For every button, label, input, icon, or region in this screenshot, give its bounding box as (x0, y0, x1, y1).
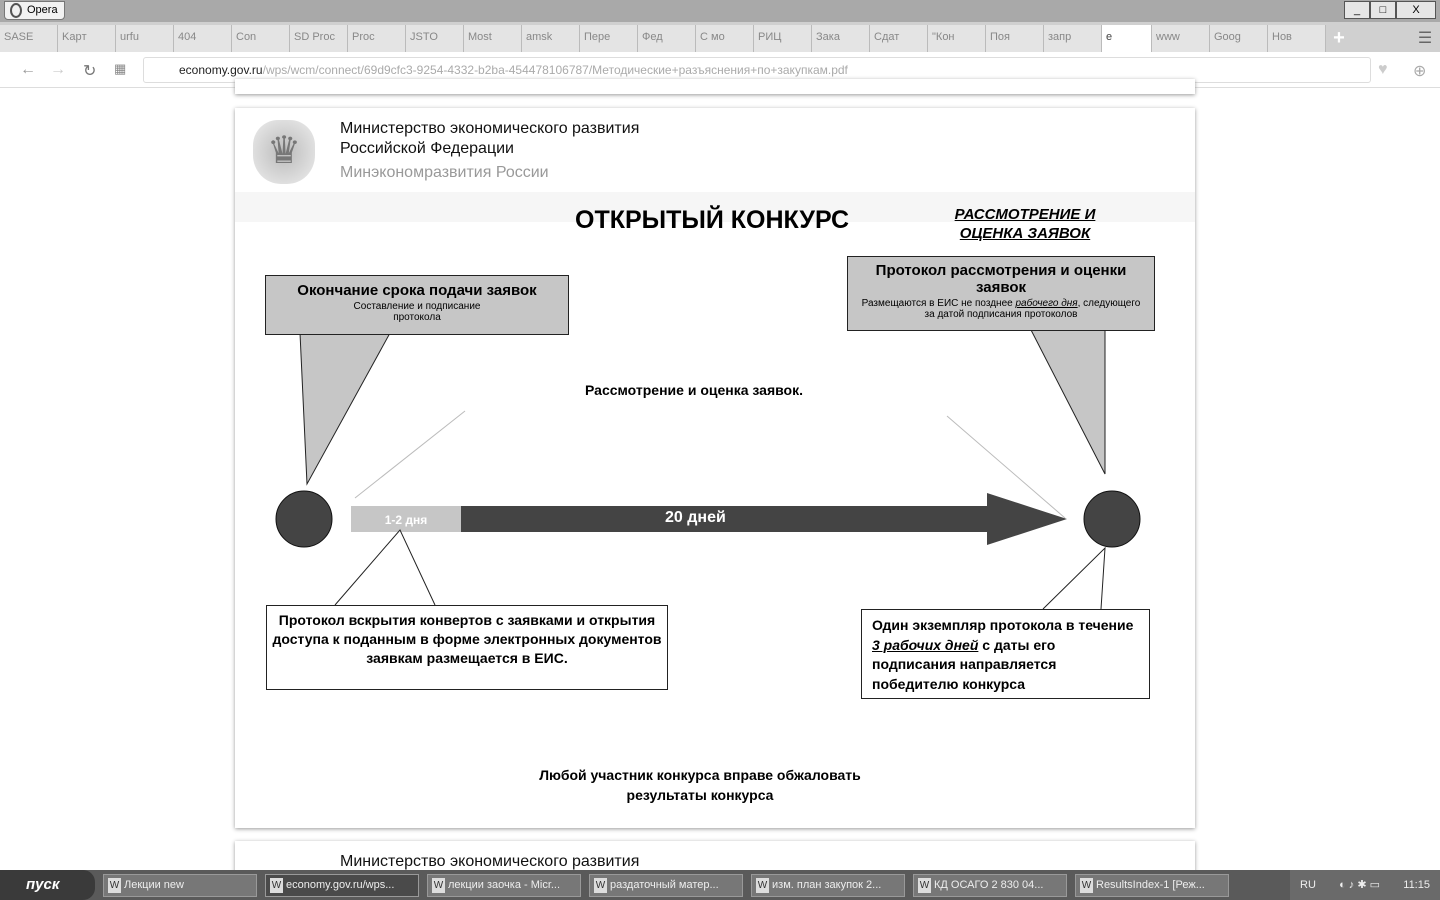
taskbar-item[interactable]: W Лекции new (103, 874, 257, 897)
diagram-shapes (235, 108, 1195, 828)
start-milestone (276, 491, 332, 547)
tab[interactable]: SD Proc (290, 25, 348, 52)
tab[interactable]: urfu (116, 25, 174, 52)
taskbar-item[interactable]: W изм. план закупок 2... (751, 874, 905, 897)
tab[interactable]: Нов (1268, 25, 1326, 52)
footer-note: Любой участник конкурса вправе обжаловать результаты конкурса (539, 767, 861, 803)
callout-left: Окончание срока подачи заявок Составление и подписание протокола (265, 275, 569, 335)
close-window-button[interactable]: X (1396, 1, 1436, 19)
tab[interactable]: Goog (1210, 25, 1268, 52)
tab[interactable]: www (1152, 25, 1210, 52)
middle-text: Рассмотрение и оценка заявок. (585, 382, 803, 398)
taskbar-item[interactable]: W раздаточный матер... (589, 874, 743, 897)
language-indicator[interactable]: RU (1300, 879, 1316, 891)
tab[interactable]: Con (232, 25, 290, 52)
start-button[interactable]: пуск (0, 870, 95, 900)
coat-of-arms-icon: ♛ (253, 120, 315, 184)
tab[interactable]: С мо (696, 25, 754, 52)
download-icon[interactable]: ⊕ (1413, 63, 1427, 80)
next-page: Министерство экономического развития (235, 841, 1195, 881)
tab[interactable]: Пере (580, 25, 638, 52)
taskbar-item[interactable]: W КД ОСАГО 2 830 04... (913, 874, 1067, 897)
end-milestone (1084, 491, 1140, 547)
previous-page (235, 79, 1195, 94)
callout-right-pointer (1030, 328, 1105, 474)
bottom-left-note: Протокол вскрытия конвертов с заявками и открытия доступа к поданным в форме электронных документов заявкам размещается в ЕИС. (266, 605, 668, 690)
taskbar (0, 870, 1440, 900)
tab[interactable]: amsk (522, 25, 580, 52)
speed-dial-icon[interactable]: ▦ (114, 61, 127, 76)
pdf-viewer[interactable] (0, 89, 1440, 870)
callout-right: Протокол рассмотрения и оценки заявок Размещаются в ЕИС не позднее рабочего дня, следующего за датой подписания протоколов (847, 256, 1155, 331)
tab[interactable]: запр (1044, 25, 1102, 52)
tab[interactable]: Фед (638, 25, 696, 52)
stage-label: РАССМОТРЕНИЕ И ОЦЕНКА ЗАЯВОК (954, 206, 1096, 242)
long-period-label: 20 дней (665, 509, 726, 526)
tab[interactable]: Kapт (58, 25, 116, 52)
opera-icon (10, 3, 22, 18)
tray-icons: ◐ ♪ ✱ ▭ (1339, 879, 1381, 891)
reload-icon[interactable]: ↻ (83, 63, 97, 80)
guide-line (355, 411, 465, 498)
system-tray (1290, 870, 1440, 900)
tab[interactable]: SASE (0, 25, 58, 52)
tab[interactable]: JSTO (406, 25, 464, 52)
tab-menu-icon[interactable]: ☰ (1417, 30, 1433, 47)
taskbar-item[interactable]: W economy.gov.ru/wps... (265, 874, 419, 897)
address-bar[interactable]: economy.gov.ru/wps/wcm/connect/69d9cfc3-9254-4332-b2ba-454478106787/Методические+разъяснения+по+закупкам.pdf (143, 57, 1371, 83)
ministry-name: Министерство экономического развития (340, 120, 640, 137)
bottom-left-pointer (335, 530, 435, 605)
title-bar (0, 0, 1440, 22)
tab[interactable]: "Кон (928, 25, 986, 52)
tab[interactable]: Proc (348, 25, 406, 52)
tab[interactable]: e (1102, 25, 1152, 52)
clock: 11:15 (1403, 879, 1430, 891)
forward-icon[interactable]: → (50, 61, 66, 78)
tab[interactable]: Сдат (870, 25, 928, 52)
taskbar-item[interactable]: W лекции заочка - Micr... (427, 874, 581, 897)
maximize-button[interactable]: □ (1370, 1, 1396, 19)
tab[interactable]: РИЦ (754, 25, 812, 52)
tab[interactable]: Most (464, 25, 522, 52)
short-period-label: 1-2 дня (384, 513, 428, 527)
pdf-page (235, 108, 1195, 828)
slide-title: ОТКРЫТЫЙ КОНКУРС (575, 206, 850, 234)
tab-bar (0, 22, 1440, 52)
minimize-button[interactable]: _ (1344, 1, 1370, 19)
period-arrow (461, 493, 1067, 545)
ministry-short: Минэкономразвития России (340, 164, 549, 181)
opera-menu-button[interactable]: Opera (4, 1, 65, 20)
bottom-right-note: Один экземпляр протокола в течение 3 рабочих дней с даты его подписания направляется победителю конкурса (861, 609, 1150, 699)
ministry-name-2: Российской Федерации (340, 140, 514, 157)
tab[interactable]: Поя (986, 25, 1044, 52)
callout-left-pointer (300, 333, 390, 484)
back-icon[interactable]: ← (20, 61, 36, 78)
heart-icon[interactable]: ♥ (1378, 61, 1388, 78)
tab[interactable]: 404 (174, 25, 232, 52)
taskbar-item[interactable]: W ResultsIndex-1 [Реж... (1075, 874, 1229, 897)
bottom-right-pointer (1043, 548, 1105, 609)
new-tab-icon[interactable]: + (1333, 27, 1345, 49)
tab[interactable]: Зака (812, 25, 870, 52)
